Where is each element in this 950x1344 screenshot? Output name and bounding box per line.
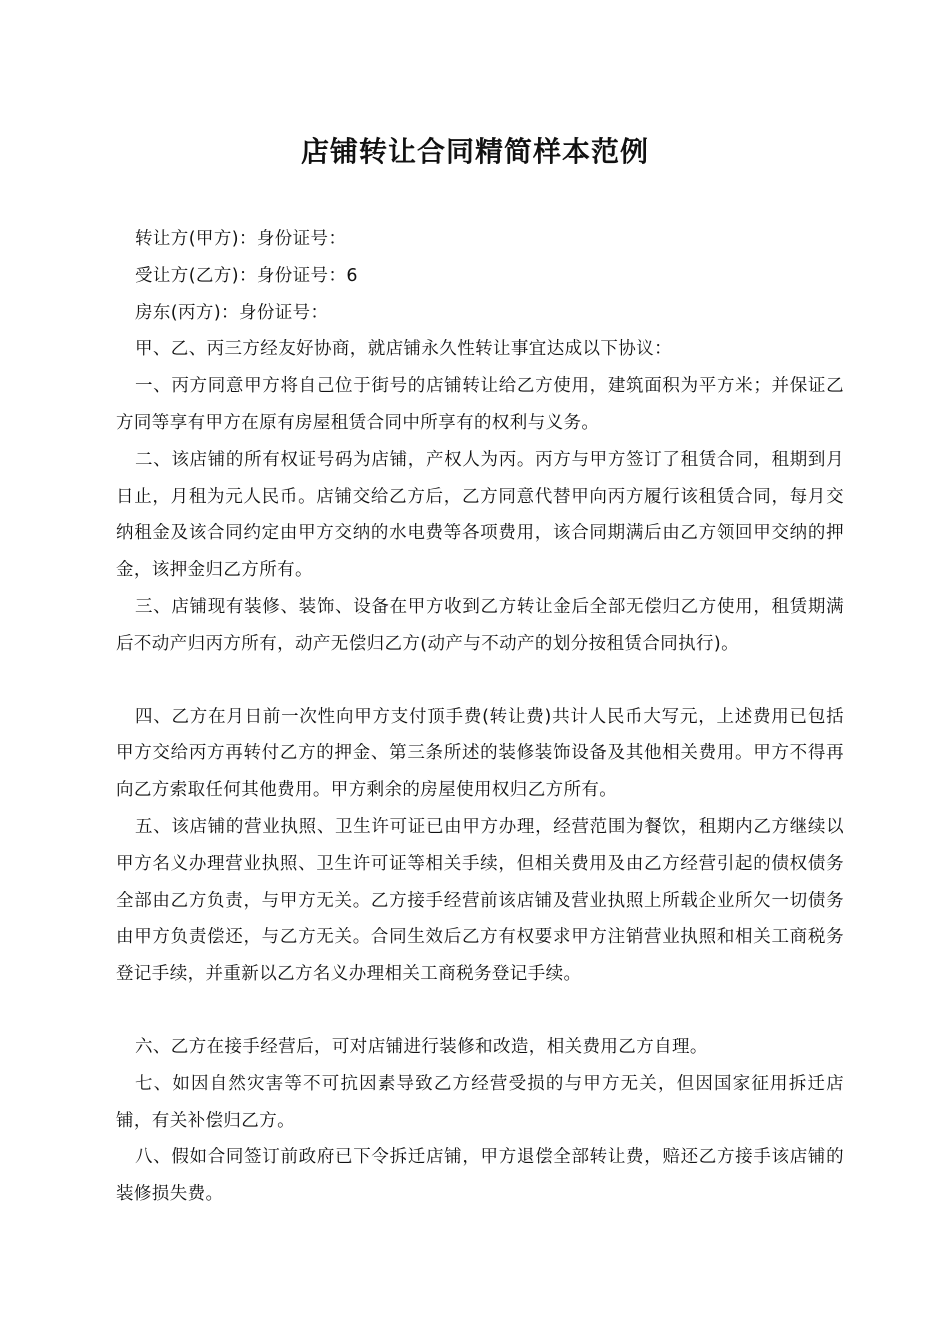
clause-6: 六、乙方在接手经营后，可对店铺进行装修和改造，相关费用乙方自理。 [135,1036,708,1057]
clause-7: 七、如因自然灾害等不可抗因素导致乙方经营受损的与甲方无关，但因国家征用拆迁店铺，有关补偿归乙方。 [116,1073,844,1131]
party-transferor: 转让方(甲方)：身份证号： [135,229,347,249]
clause-1: 一、丙方同意甲方将自己位于街号的店铺转让给乙方使用，建筑面积为平方米；并保证乙方同等享有甲方在原有房屋租赁合同中所享有的权利与义务。 [116,376,844,433]
paragraph-gap [116,663,844,699]
clause-8: 八、假如合同签订前政府已下令拆迁店铺，甲方退偿全部转让费，赔还乙方接手该店铺的装修损失费。 [116,1147,844,1205]
agreement-intro: 甲、乙、丙三方经友好协商，就店铺永久性转让事宜达成以下协议： [135,339,672,360]
clause-5: 五、该店铺的营业执照、卫生许可证已由甲方办理，经营范围为餐饮，租期内乙方继续以甲方名义办理营业执照、卫生许可证等相关手续，但相关费用及由乙方经营引起的债权债务全部由乙方负责，与甲方无关。乙方接手经营前该店铺及营业执照上所载企业所欠一切债务由甲方负责偿还，与乙方无关。合同生效后乙方有权要求甲方注销营业执照和相关工商税务登记手续，并重新以乙方名义办理相关工商税务登记手续。 [116,816,844,985]
document-title: 店铺转让合同精简样本范例 [300,135,649,168]
clause-3: 三、店铺现有装修、装饰、设备在甲方收到乙方转让金后全部无偿归乙方使用，租赁期满后不动产归丙方所有，动产无偿归乙方(动产与不动产的划分按租赁合同执行)。 [116,596,844,654]
clause-4: 四、乙方在月日前一次性向甲方支付顶手费(转让费)共计人民币大写元，上述费用已包括甲方交给丙方再转付乙方的押金、第三条所述的装修装饰设备及其他相关费用。甲方不得再向乙方索取任何其他费用。甲方剩余的房屋使用权归乙方所有。 [116,706,844,801]
clause-2: 二、该店铺的所有权证号码为店铺，产权人为丙。丙方与甲方签订了租赁合同，租期到月日止，月租为元人民币。店铺交给乙方后，乙方同意代替甲向丙方履行该租赁合同，每月交纳租金及该合同约定由甲方交纳的水电费等各项费用，该合同期满后由乙方领回甲交纳的押金，该押金归乙方所有。 [116,449,844,581]
paragraph-gap [116,993,844,1029]
party-transferee: 受让方(乙方)：身份证号：6 [135,265,358,286]
document-body [116,221,844,1213]
party-landlord: 房东(丙方)：身份证号： [135,302,329,323]
